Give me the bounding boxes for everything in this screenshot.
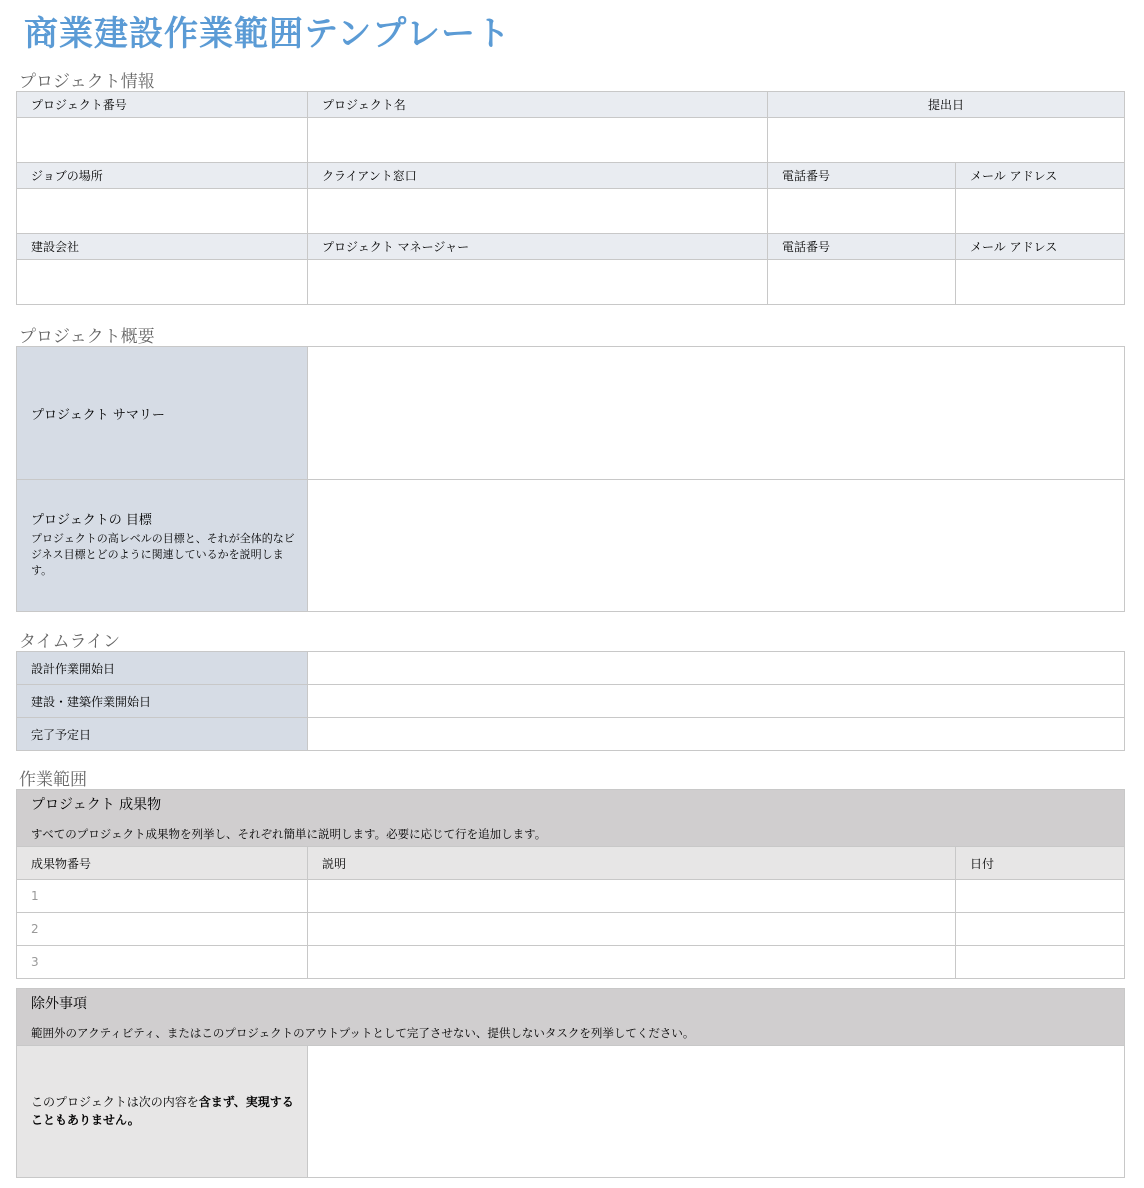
exclusions-description: 範囲外のアクティビティ、またはこのプロジェクトのアウトプットとして完了させない、提供しないタスクを列挙してください。 — [31, 1026, 695, 1040]
page-title: 商業建設作業範囲テンプレート — [24, 14, 511, 54]
deliverable-number: 1 — [17, 880, 308, 913]
deliverable-date-header: 日付 — [956, 847, 1125, 880]
exclusions-title: 除外事項 — [31, 996, 87, 1012]
deliverable-description-field[interactable] — [308, 913, 956, 946]
exclusions-banner — [17, 989, 1125, 1046]
deliverable-date-field[interactable] — [956, 946, 1125, 979]
job-location-field[interactable] — [17, 189, 308, 234]
manager-email-field[interactable] — [956, 260, 1125, 305]
construction-company-label: 建設会社 — [17, 234, 308, 260]
overview-heading: プロジェクト概要 — [19, 327, 155, 347]
deliverable-number-header: 成果物番号 — [17, 847, 308, 880]
project-number-label: プロジェクト番号 — [17, 92, 308, 118]
project-name-field[interactable] — [308, 118, 768, 163]
project-info-heading: プロジェクト情報 — [19, 72, 155, 92]
submission-date-field[interactable] — [768, 118, 1125, 163]
overview-table — [16, 346, 1125, 612]
deliverable-number: 2 — [17, 913, 308, 946]
client-contact-field[interactable] — [308, 189, 768, 234]
deliverable-description-field[interactable] — [308, 946, 956, 979]
job-location-label: ジョブの場所 — [17, 163, 308, 189]
design-start-label: 設計作業開始日 — [17, 652, 308, 685]
goals-field[interactable] — [308, 480, 1125, 612]
deliverable-number: 3 — [17, 946, 308, 979]
goals-label-cell — [17, 480, 308, 612]
completion-date-field[interactable] — [308, 718, 1125, 751]
design-start-field[interactable] — [308, 652, 1125, 685]
completion-date-label: 完了予定日 — [17, 718, 308, 751]
exclusions-field[interactable] — [308, 1046, 1125, 1178]
table-row — [17, 946, 1125, 979]
project-manager-label: プロジェクト マネージャー — [308, 234, 768, 260]
table-row — [17, 913, 1125, 946]
manager-phone-field[interactable] — [768, 260, 956, 305]
manager-phone-label: 電話番号 — [768, 234, 956, 260]
summary-label: プロジェクト サマリー — [17, 347, 308, 480]
goals-label: プロジェクトの 目標 — [31, 513, 152, 529]
deliverable-description-header: 説明 — [308, 847, 956, 880]
exclusions-label-bold: 含まず、実現することもありません。 — [31, 1095, 294, 1127]
construction-company-field[interactable] — [17, 260, 308, 305]
deliverables-banner — [17, 790, 1125, 847]
client-contact-label: クライアント窓口 — [308, 163, 768, 189]
timeline-heading: タイムライン — [19, 632, 121, 652]
project-name-label: プロジェクト名 — [308, 92, 768, 118]
exclusions-label-text: このプロジェクトは次の内容を — [31, 1095, 199, 1110]
client-email-field[interactable] — [956, 189, 1125, 234]
summary-field[interactable] — [308, 347, 1125, 480]
deliverable-date-field[interactable] — [956, 913, 1125, 946]
client-phone-field[interactable] — [768, 189, 956, 234]
table-row — [17, 880, 1125, 913]
project-info-table — [16, 91, 1125, 305]
manager-email-label: メール アドレス — [956, 234, 1125, 260]
goals-description: プロジェクトの高レベルの目標と、それが全体的なビジネス目標とどのように関連しているかを説明します。 — [31, 532, 295, 577]
deliverables-table — [16, 789, 1125, 979]
scope-heading: 作業範囲 — [19, 770, 87, 790]
project-number-field[interactable] — [17, 118, 308, 163]
construction-start-label: 建設・建築作業開始日 — [17, 685, 308, 718]
exclusions-table — [16, 988, 1125, 1178]
deliverables-title: プロジェクト 成果物 — [31, 797, 162, 813]
deliverables-description: すべてのプロジェクト成果物を列挙し、それぞれ簡単に説明します。必要に応じて行を追加します。 — [31, 827, 547, 841]
client-email-label: メール アドレス — [956, 163, 1125, 189]
deliverable-description-field[interactable] — [308, 880, 956, 913]
project-manager-field[interactable] — [308, 260, 768, 305]
timeline-table — [16, 651, 1125, 751]
exclusions-label-cell — [17, 1046, 308, 1178]
deliverable-date-field[interactable] — [956, 880, 1125, 913]
construction-start-field[interactable] — [308, 685, 1125, 718]
client-phone-label: 電話番号 — [768, 163, 956, 189]
submission-date-label: 提出日 — [768, 92, 1125, 118]
